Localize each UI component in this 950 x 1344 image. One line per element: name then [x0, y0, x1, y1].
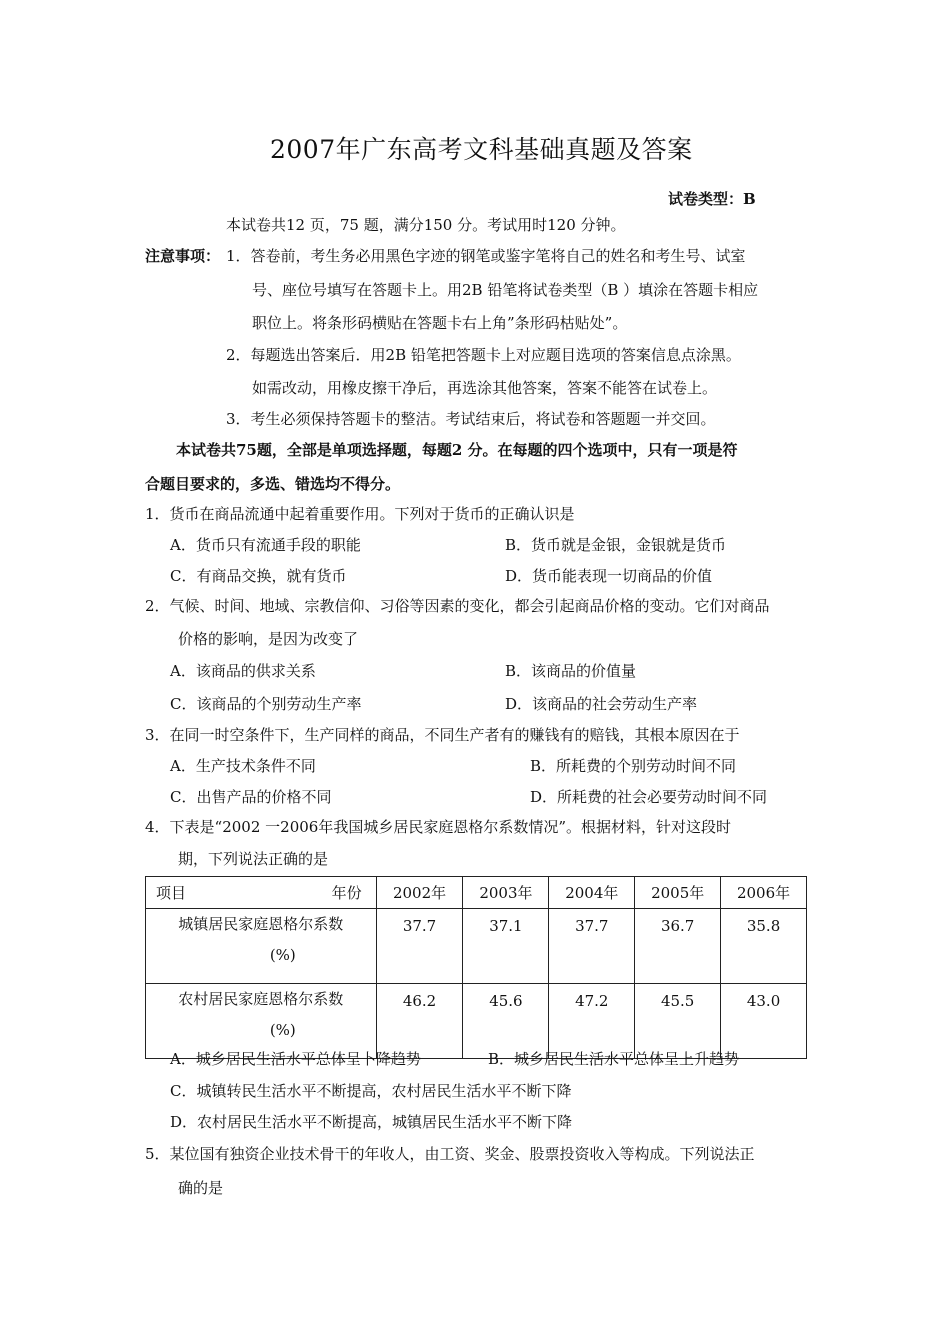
- cell-rural-2002: 46.2: [376, 984, 463, 1059]
- q4-option-c: C．城镇转民生活水平不断提高，农村居民生活水平不断下降: [170, 1082, 572, 1100]
- cell-rural-2006: 43.0: [721, 984, 807, 1059]
- notes-item-2-line-1: 2．每题选出答案后．用2B 铅笔把答题卡上对应题目选项的答案信息点涂黑。: [226, 346, 741, 364]
- engel-coefficient-table: [145, 876, 807, 1059]
- row-label-rural-text: 农村居民家庭恩格尔系数: [178, 990, 344, 1008]
- cell-urban-2005: 36.7: [635, 909, 721, 984]
- q1-option-c: C．有商品交换，就有货币: [170, 567, 347, 585]
- exam-intro: 本试卷共12 页，75 题，满分150 分。考试用时120 分钟。: [226, 216, 626, 234]
- q2-option-b: B．该商品的价值量: [505, 662, 637, 680]
- table-row-rural: [146, 984, 807, 1059]
- q4-stem-line-1: 4．下表是“2002 一2006年我国城乡居民家庭恩格尔系数情况”。根据材料，针对这段时: [145, 818, 731, 836]
- cell-rural-2003: 45.6: [463, 984, 549, 1059]
- q3-option-b: B．所耗费的个别劳动时间不同: [530, 757, 737, 775]
- cell-urban-2006: 35.8: [721, 909, 807, 984]
- header-year-2005: 2005年: [635, 877, 721, 909]
- q2-stem-line-1: 2．气候、时间、地域、宗教信仰、习俗等因素的变化，都会引起商品价格的变动。它们对商品: [145, 597, 770, 615]
- notes-item-1-line-2: 号、座位号填写在答题卡上。用2B 铅笔将试卷类型（B ）填涂在答题卡相应: [252, 281, 759, 299]
- q2-option-c: C．该商品的个别劳动生产率: [170, 695, 362, 713]
- notes-item-3: 3．考生必须保持答题卡的整洁。考试结束后，将试卷和答题题一并交回。: [226, 410, 716, 428]
- header-year-2003: 2003年: [463, 877, 549, 909]
- header-year-2002: 2002年: [376, 877, 463, 909]
- header-year-label: 年份: [331, 884, 362, 902]
- row-label-rural-unit: (%): [269, 1021, 296, 1039]
- cell-urban-2002: 37.7: [376, 909, 463, 984]
- q5-stem-line-2: 确的是: [178, 1179, 224, 1197]
- paper-type-label: 试卷类型：B: [668, 190, 756, 208]
- notes-item-2-line-2: 如需改动，用橡皮擦干净后，再选涂其他答案，答案不能答在试卷上。: [252, 379, 718, 397]
- q4-option-a: A．城乡居民生活水平总体呈卜降趋势: [170, 1050, 421, 1068]
- instruction-line-2: 合题目要求的，多选、错选均不得分。: [145, 475, 401, 493]
- q1-stem: 1．货币在商品流通中起着重要作用。下列对于货币的正确认识是: [145, 505, 575, 523]
- instruction-line-1: 本试卷共75题，全部是单项选择题，每题2 分。在每题的四个选项中，只有一项是符: [176, 441, 738, 459]
- q2-stem-line-2: 价格的影响，是因为改变了: [178, 630, 359, 648]
- notes-item-1-line-3: 职位上。将条形码横贴在答题卡右上角”条形码枯贴处”。: [252, 314, 628, 332]
- q3-option-d: D．所耗费的社会必要劳动时间不同: [530, 788, 768, 806]
- notes-item-1-line-1: 1．答卷前，考生务必用黑色字迹的钢笔或鉴字笔将自己的姓名和考生号、试室: [226, 247, 746, 265]
- q5-stem-line-1: 5．某位国有独资企业技术骨干的年收人，由工资、奖金、股票投资收入等构成。下列说法正: [145, 1145, 755, 1163]
- q2-option-a: A．该商品的供求关系: [170, 662, 316, 680]
- q3-stem: 3．在同一时空条件下，生产同样的商品，不同生产者有的赚钱有的赔钱，其根本原因在于: [145, 726, 740, 744]
- q3-option-a: A．生产技术条件不同: [170, 757, 316, 775]
- row-label-urban-unit: (%): [269, 946, 296, 964]
- cell-urban-2004: 37.7: [549, 909, 635, 984]
- header-year-2004: 2004年: [549, 877, 635, 909]
- row-label-urban-text: 城镇居民家庭恩格尔系数: [178, 915, 344, 933]
- notes-label: 注意事项：: [145, 247, 221, 265]
- q3-option-c: C．出售产品的价格不同: [170, 788, 332, 806]
- row-label-urban: [146, 909, 377, 984]
- q1-option-a: A．货币只有流通手段的职能: [170, 536, 361, 554]
- table-header-corner: [146, 877, 377, 909]
- cell-rural-2005: 45.5: [635, 984, 721, 1059]
- header-year-2006: 2006年: [721, 877, 807, 909]
- q4-option-d: D．农村居民生活水平不断提高，城镇居民生活水平不断下降: [170, 1113, 573, 1131]
- cell-rural-2004: 47.2: [549, 984, 635, 1059]
- table-row-urban: [146, 909, 807, 984]
- header-item-label: 项目: [156, 884, 187, 902]
- q1-option-b: B．货币就是金银，金银就是货币: [505, 536, 727, 554]
- q4-stem-line-2: 期，下列说法正确的是: [178, 850, 329, 868]
- cell-urban-2003: 37.1: [463, 909, 549, 984]
- q4-option-b: B．城乡居民生活水平总体呈上升趋势: [488, 1050, 740, 1068]
- table-header-row: [146, 877, 807, 909]
- q1-option-d: D．货币能表现一切商品的价值: [505, 567, 713, 585]
- q2-option-d: D．该商品的社会劳动生产率: [505, 695, 698, 713]
- row-label-rural: [146, 984, 377, 1059]
- page-title: 2007年广东高考文科基础真题及答案: [270, 135, 693, 164]
